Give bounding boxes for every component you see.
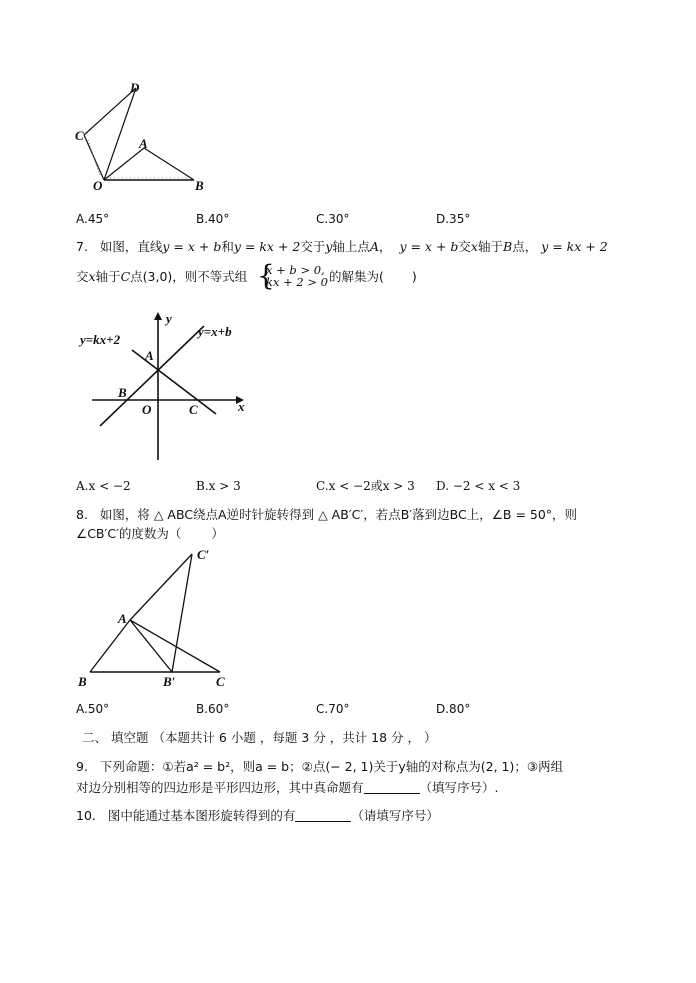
q8-label-b: B <box>78 674 87 689</box>
q10-answer-blank[interactable] <box>295 809 351 822</box>
q6-label-o: O <box>93 178 103 193</box>
q8-segment-ab <box>90 620 130 672</box>
q8-label-c: C <box>216 674 225 689</box>
q7-text: 点(3,0)，则不等式组 <box>130 269 248 284</box>
q7-system-brace: { <box>257 259 275 292</box>
q6-label-c: C <box>75 128 84 143</box>
q8-text: ∠CB′C′的度数为（ <box>76 526 182 541</box>
q7-option-b: B.x > 3 <box>196 479 241 493</box>
q9-text: 对边分别相等的四边形是平形四边形，其中真命题有 <box>76 780 364 795</box>
q7-text: 如图，直线 <box>99 239 163 254</box>
q7-label-eq-right: y=x+b <box>198 324 232 339</box>
q7-text: 交 <box>458 239 471 254</box>
q7-equation: y = kx + 2 <box>541 239 608 254</box>
q7-text: 和 <box>221 239 234 254</box>
q7-number: 7. <box>76 239 88 254</box>
q7-y-axis-arrow <box>154 312 162 320</box>
q8-text: ） <box>211 526 224 541</box>
q10-text: 图中能通过基本图形旋转得到的有 <box>107 808 296 823</box>
q8-question-line2 <box>76 525 224 543</box>
q7-option-c: C.x < −2或x > 3 <box>316 479 415 493</box>
q7-text: 点， <box>512 239 538 254</box>
q6-option-c: C.30° <box>316 212 350 226</box>
q7-label-eq-left: y=kx+2 <box>80 332 121 347</box>
q9-question-line1 <box>76 758 563 776</box>
q8-option-a: A.50° <box>76 702 110 716</box>
q8-label-a: A <box>118 611 127 626</box>
q9-text: 下列命题：①若a² = b²，则a = b；②点(− 2, 1)关于y轴的对称点为(2, 1)；③两组 <box>99 759 564 774</box>
q7-equation: y = x + b <box>162 239 222 254</box>
q10-question <box>76 807 439 825</box>
q7-text: 的解集为( <box>329 269 384 284</box>
q9-text: （填写序号）. <box>419 780 499 795</box>
q7-variable: A <box>369 239 379 254</box>
q6-label-d: D <box>130 80 140 95</box>
q8-option-d: D.80° <box>436 702 471 716</box>
q7-text: 轴于 <box>95 269 121 284</box>
q7-label-o: O <box>142 402 152 417</box>
q6-segment-ab <box>144 148 194 180</box>
q6-option-b: B.40° <box>196 212 230 226</box>
q6-option-a: A.45° <box>76 212 110 226</box>
q7-question-line2-right <box>329 268 417 286</box>
q6-label-b: B <box>195 178 204 193</box>
q7-question-line1 <box>76 238 608 256</box>
q7-question-line2-left <box>76 268 247 286</box>
q8-option-c: C.70° <box>316 702 350 716</box>
q6-dotted-line <box>88 140 100 176</box>
q7-text: 交 <box>76 269 89 284</box>
q8-figure <box>80 548 230 678</box>
q10-number: 10. <box>76 808 96 823</box>
q8-option-b: B.60° <box>196 702 230 716</box>
q7-system-bottom: kx + 2 > 0 <box>266 275 328 289</box>
q7-variable: C <box>120 269 131 284</box>
q7-variable: x <box>470 239 478 254</box>
q9-answer-blank[interactable] <box>364 781 420 794</box>
q7-text: 交于 <box>300 239 326 254</box>
q7-text: 轴上点 <box>332 239 370 254</box>
q7-option-d: D. −2 < x < 3 <box>436 479 521 493</box>
q7-equation: y = kx + 2 <box>233 239 301 254</box>
q7-variable: y <box>325 239 333 254</box>
q10-text: （请填写序号） <box>351 808 439 823</box>
q7-system <box>266 264 328 288</box>
q6-label-a: A <box>139 136 148 151</box>
q7-label-x: x <box>238 399 245 414</box>
q7-label-c: C <box>189 402 198 417</box>
q9-question-line2 <box>76 779 499 797</box>
q7-label-a: A <box>145 348 154 363</box>
q7-text: 轴于 <box>477 239 503 254</box>
q7-system-top: x + b > 0, <box>266 263 325 277</box>
q7-label-y: y <box>166 311 172 326</box>
q7-variable: B <box>503 239 513 254</box>
q7-text: ) <box>411 269 417 284</box>
q8-text: 如图，将 △ ABC绕点A逆时针旋转得到 △ AB′C′，若点B′落到边BC上，∠B = 50°，则 <box>99 507 578 522</box>
q8-number: 8. <box>76 507 88 522</box>
q8-segment-ac <box>130 620 220 672</box>
q6-option-d: D.35° <box>436 212 471 226</box>
q8-label-cp: C′ <box>197 547 210 562</box>
q7-label-b: B <box>118 385 127 400</box>
q7-option-a: A.x < −2 <box>76 479 131 493</box>
q8-question-line1 <box>76 506 577 524</box>
q9-number: 9. <box>76 759 88 774</box>
q7-equation: y = x + b <box>399 239 459 254</box>
q8-segment-abp <box>130 620 172 672</box>
q7-variable: x <box>88 269 96 284</box>
q7-text: ， <box>378 239 392 254</box>
q8-label-bp: B′ <box>163 674 176 689</box>
section-2-title: 二、 填空题 （本题共计 6 小题 ，每题 3 分 ，共计 18 分 ， ） <box>82 730 437 745</box>
